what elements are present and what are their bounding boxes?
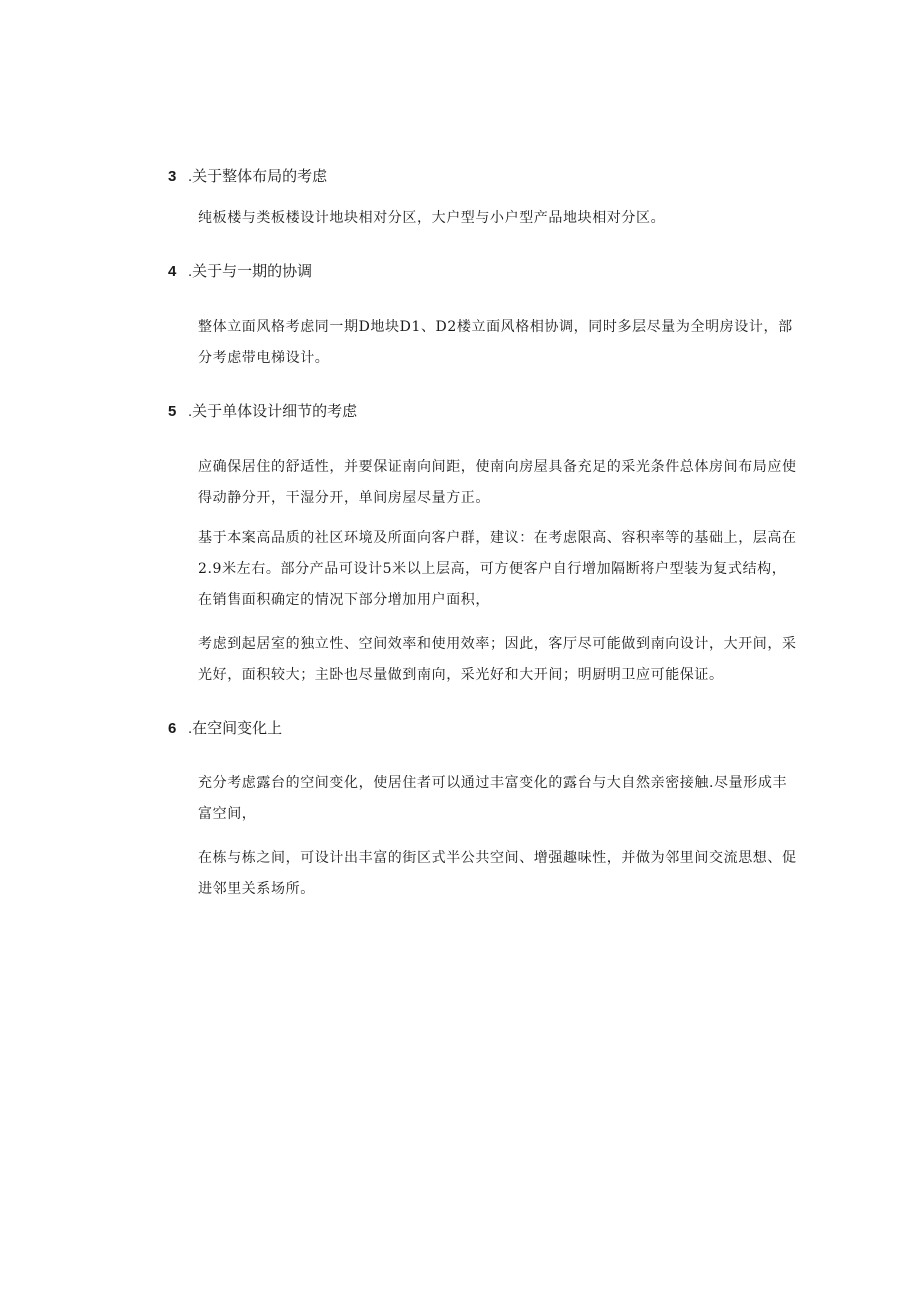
paragraph: 在栋与栋之间，可设计出丰富的街区式半公共空间、增强趣味性，并做为邻里间交流思想、促进邻里关系场所。 (198, 850, 797, 897)
section-title: .关于与一期的协调 (188, 263, 313, 280)
section-number: 5 (168, 403, 177, 420)
paragraph: 纯板楼与类板楼设计地块相对分区，大户型与小户型产品地块相对分区。 (198, 210, 666, 226)
section-title: .在空间变化上 (188, 720, 283, 737)
section-number: 4 (168, 263, 177, 280)
paragraph: 考虑到起居室的独立性、空间效率和使用效率；因此，客厅尽可能做到南向设计，大开间，采光好，面积较大；主卧也尽量做到南向，采光好和大开间；明厨明卫应可能保证。 (198, 636, 797, 683)
section-number: 3 (168, 168, 177, 185)
paragraph: 基于本案高品质的社区环境及所面向客户群，建议：在考虑限高、容积率等的基础上，层高在2.9米左右。部分产品可设计5米以上层高，可方便客户自行增加隔断将户型装为复式结构，在销售面积确定的情况下部分增加用户面积， (198, 530, 797, 608)
section-6-heading (168, 717, 282, 741)
section-title: .关于单体设计细节的考虑 (188, 403, 358, 420)
section-4-heading (168, 260, 312, 284)
section-number: 6 (168, 720, 177, 737)
paragraph: 充分考虑露台的空间变化，使居住者可以通过丰富变化的露台与大自然亲密接触.尽量形成丰富空间， (198, 775, 788, 822)
paragraph: 应确保居住的舒适性，并要保证南向间距，使南向房屋具备充足的采光条件总体房间布局应使得动静分开，干湿分开，单间房屋尽量方正。 (198, 459, 797, 506)
paragraph: 整体立面风格考虑同一期D地块D1、D2楼立面风格相协调，同时多层尽量为全明房设计，部分考虑带电梯设计。 (198, 319, 793, 366)
section-3-heading (168, 165, 327, 189)
section-title: .关于整体布局的考虑 (188, 168, 328, 185)
section-5-heading (168, 400, 357, 424)
